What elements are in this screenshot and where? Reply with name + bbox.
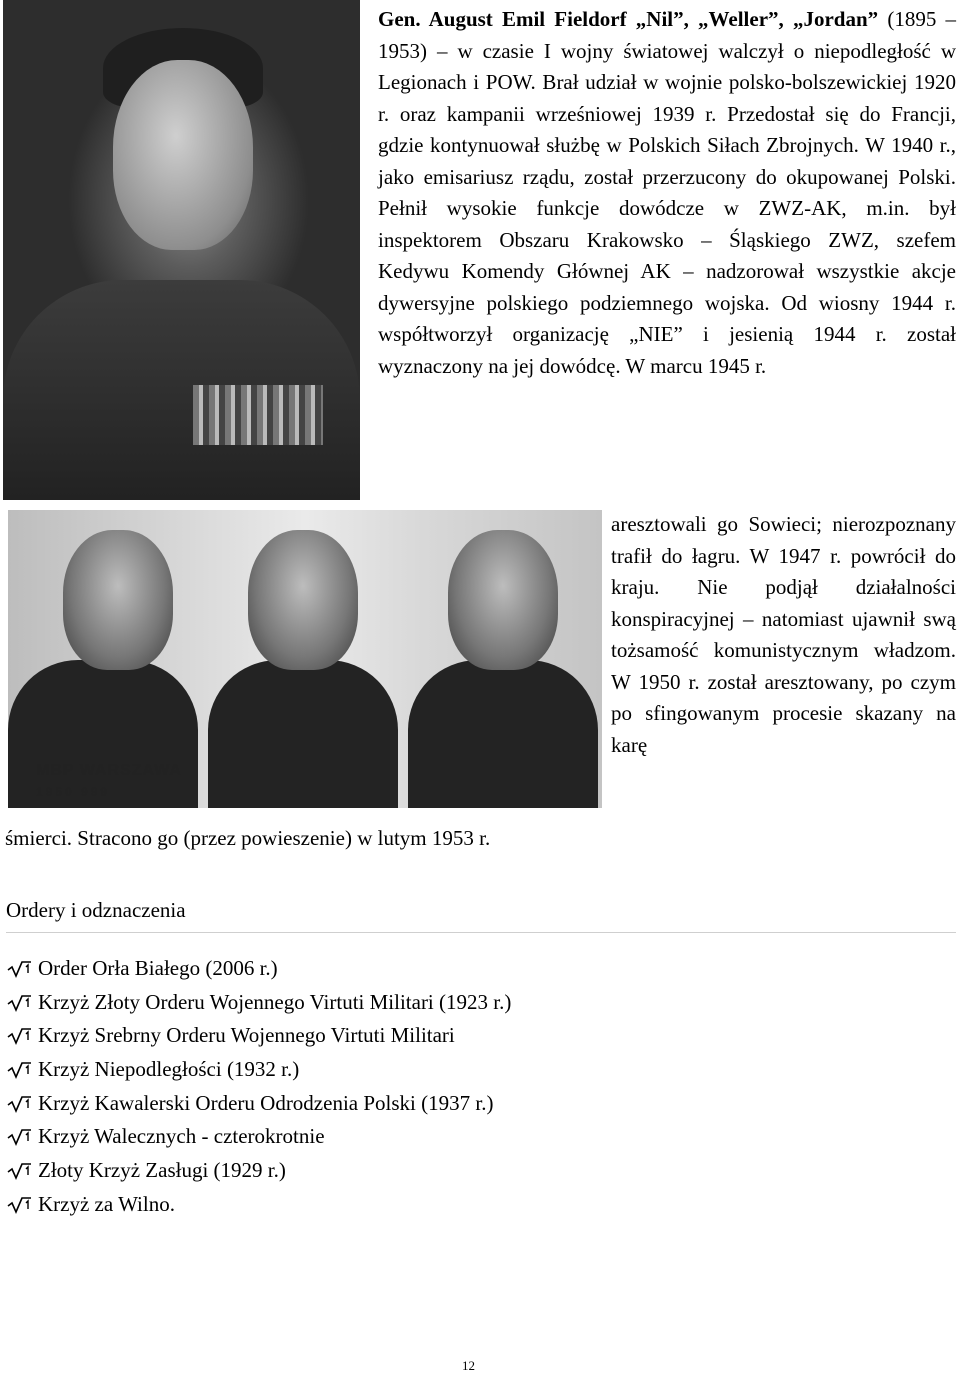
mugshot-photo xyxy=(8,510,602,808)
order-item xyxy=(6,1154,511,1188)
order-item xyxy=(6,986,511,1020)
order-item-label: Krzyż Niepodległości (1932 r.) xyxy=(38,1057,300,1082)
orders-heading: Ordery i odznaczenia xyxy=(6,898,186,922)
mugshot-plate-number: 1950 999 xyxy=(36,785,111,799)
order-item-label: Krzyż Walecznych - czterokrotnie xyxy=(38,1124,325,1149)
order-item-label: Złoty Krzyż Zasługi (1929 r.) xyxy=(38,1158,286,1183)
order-item xyxy=(6,952,511,986)
checkmark-icon xyxy=(6,1094,32,1114)
checkmark-icon xyxy=(6,959,32,979)
checkmark-icon xyxy=(6,1026,32,1046)
biography-heading: Gen. August Emil Fieldorf „Nil”, „Weller”, „Jordan” xyxy=(378,7,879,31)
order-item-label: Krzyż Kawalerski Orderu Odrodzenia Polski (1937 r.) xyxy=(38,1090,494,1115)
checkmark-icon xyxy=(6,993,32,1013)
biography-bottom: śmierci. Stracono go (przez powieszenie) w lutym 1953 r. xyxy=(5,826,491,850)
order-item-label: Krzyż Srebrny Orderu Wojennego Virtuti Militari xyxy=(38,1023,455,1048)
orders-list xyxy=(6,952,511,1222)
order-item xyxy=(6,1188,511,1222)
order-item xyxy=(6,1087,511,1121)
order-item xyxy=(6,1019,511,1053)
order-item-label: Krzyż Złoty Orderu Wojennego Virtuti Militari (1923 r.) xyxy=(38,989,512,1014)
orders-divider xyxy=(6,932,956,933)
order-item xyxy=(6,1120,511,1154)
checkmark-icon xyxy=(6,1060,32,1080)
portrait-photo xyxy=(3,0,360,500)
checkmark-icon xyxy=(6,1127,32,1147)
mugshot-plate-text: MBP WARSZAWA xyxy=(36,762,182,779)
order-item-label: Krzyż za Wilno. xyxy=(38,1191,175,1216)
checkmark-icon xyxy=(6,1195,32,1215)
biography-top xyxy=(378,4,956,382)
page-number: 12 xyxy=(462,1358,475,1373)
order-item xyxy=(6,1053,511,1087)
checkmark-icon xyxy=(6,1161,32,1181)
biography-text-top: (1895 – 1953) – w czasie I wojny światowej walczył o niepodległość w Legionach i POW. Brał udział w wojnie polsko-bolszewickiej 1920 r. oraz kampanii wrześniowej 1939 r. Przedostał się do Francji, gdzie kontynuował służbę w Polskich Siłach Zbrojnych. W 1940 r., jako emisariusz rządu, został przerzucony do okupowanej Polski. Pełnił wysokie funkcje dowódcze w ZWZ-AK, m.in. był inspektorem Obszaru Krakowsko – Śląskiego ZWZ, szefem Kedywu Komendy Głównej AK – nadzorował wszystkie akcje dywersyjne polskiego podziemnego wojska. Od wiosny 1944 r. współtworzył organizację „NIE” i jesienią 1944 r. został wyznaczony na jej dowódcę. W marcu 1945 r. xyxy=(378,7,956,378)
biography-middle: aresztowali go Sowieci; nierozpoznany trafił do łagru. W 1947 r. powrócił do kraju. Nie podjął działalności konspiracyjnej – natomiast ujawnił swą tożsamość komunistycznym władzom. W 1950 r. został aresztowany, po czym po sfingowanym procesie skazany na karę xyxy=(611,512,956,757)
order-item-label: Order Orła Białego (2006 r.) xyxy=(38,956,278,980)
